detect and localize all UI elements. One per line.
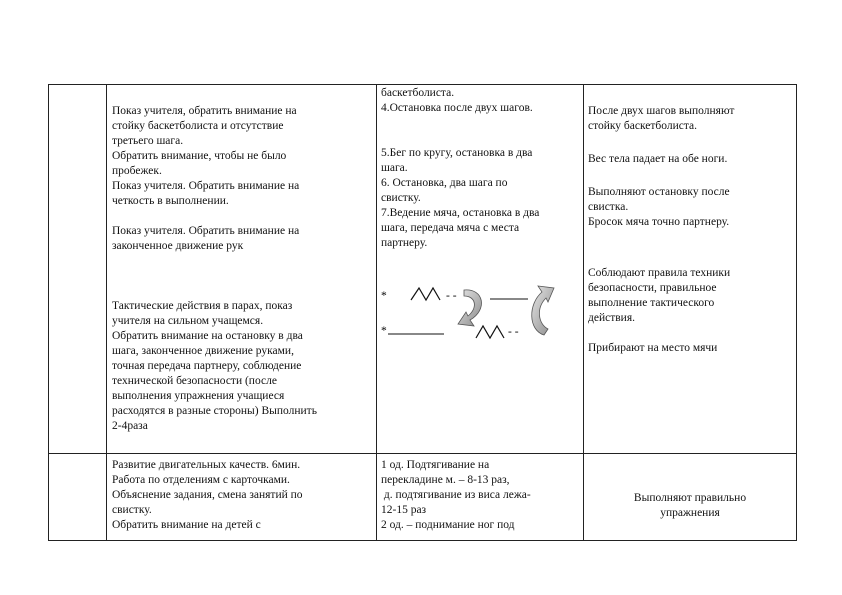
row2-exercise-content <box>381 458 581 533</box>
text-line: После двух шагов выполняют <box>588 105 735 117</box>
text-line: Объяснение задания, смена занятий по <box>112 489 303 501</box>
column-divider-4 <box>583 84 584 541</box>
text-line: Обратить внимание на остановку в два <box>112 330 303 342</box>
text-line: учителя на сильном учащемся. <box>112 315 264 327</box>
diagram-star-b: * <box>381 325 387 337</box>
text-line: четкость в выполнении. <box>112 195 229 207</box>
zigzag-path-b <box>476 326 504 338</box>
text-line: свистку. <box>112 504 152 516</box>
text-line: Выполняют остановку после <box>588 186 730 198</box>
text-line: Показ учителя. Обратить внимание на <box>112 180 300 192</box>
text-line: Обратить внимание, чтобы не было <box>112 150 287 162</box>
table-top-border <box>48 84 796 85</box>
text-line: Обратить внимание на детей с <box>112 519 261 531</box>
text-line: точная передача партнеру, соблюдение <box>112 360 302 372</box>
column-divider-5 <box>796 84 797 541</box>
row2-teacher-notes <box>112 458 372 533</box>
text-line: Развитие двигательных качеств. 6мин. <box>112 459 301 471</box>
text-line: 2-4раза <box>112 420 148 432</box>
text-line: расходятся в разные стороны) Выполнить <box>112 405 317 417</box>
text-line: партнеру. <box>381 237 428 249</box>
text-line: Выполняют правильно <box>633 492 747 504</box>
text-line: д. подтягивание из виса лежа- <box>381 489 531 501</box>
row1-exercise-content <box>381 86 581 251</box>
text-line: стойку баскетболиста и отсутствие <box>112 120 284 132</box>
text-line: действия. <box>588 312 635 324</box>
text-line: шага. <box>381 162 408 174</box>
text-line: законченное движение рук <box>112 240 244 252</box>
text-line: Работа по отделениям с карточками. <box>112 474 290 486</box>
column-divider-3 <box>376 84 377 541</box>
text-line: 12-15 раз <box>381 504 427 516</box>
column-divider-2 <box>106 84 107 541</box>
row1-teacher-notes <box>112 104 372 434</box>
text-line: свистка. <box>588 201 629 213</box>
text-line: 7.Ведение мяча, остановка в два <box>381 207 540 219</box>
text-line: технической безопасности (после <box>112 375 277 387</box>
text-line: 2 од. – поднимание ног под <box>381 519 515 531</box>
text-line: 5.Бег по кругу, остановка в два <box>381 147 533 159</box>
text-line: перекладине м. – 8-13 раз, <box>381 474 510 486</box>
diagram-dash-b: - - <box>508 326 519 338</box>
row-divider <box>48 453 796 454</box>
text-line: 4.Остановка после двух шагов. <box>381 102 533 114</box>
text-line: стойку баскетболиста. <box>588 120 698 132</box>
curved-arrow-left-icon <box>458 290 481 326</box>
row1-student-actions <box>588 104 793 356</box>
diagram-star-a: * <box>381 290 387 302</box>
text-line: упражнения <box>660 507 720 519</box>
text-line: Прибирают на место мячи <box>588 342 718 354</box>
text-line: баскетболиста. <box>381 87 455 99</box>
text-line: третьего шага. <box>112 135 184 147</box>
text-line: безопасности, правильное <box>588 282 717 294</box>
text-line: выполнение тактического <box>588 297 715 309</box>
text-line: 6. Остановка, два шага по <box>381 177 508 189</box>
text-line: Бросок мяча точно партнеру. <box>588 216 730 228</box>
movement-scheme-icon <box>378 280 578 346</box>
text-line: 1 од. Подтягивание на <box>381 459 490 471</box>
text-line: Тактические действия в парах, показ <box>112 300 293 312</box>
text-line: Вес тела падает на обе ноги. <box>588 153 728 165</box>
text-line: выполнения упражнения учащиеся <box>112 390 285 402</box>
column-divider-1 <box>48 84 49 541</box>
row2-student-actions <box>584 491 796 521</box>
curved-arrow-right-icon <box>532 286 554 335</box>
text-line: Показ учителя. Обратить внимание на <box>112 225 300 237</box>
text-line: Соблюдают правила техники <box>588 267 731 279</box>
zigzag-path-a <box>411 288 440 300</box>
text-line: Показ учителя, обратить внимание на <box>112 105 297 117</box>
text-line: шага, законченное движение руками, <box>112 345 294 357</box>
diagram-dash-a: - - <box>446 290 457 302</box>
text-line: пробежек. <box>112 165 162 177</box>
text-line: свистку. <box>381 192 421 204</box>
table-bottom-border <box>48 540 796 541</box>
text-line: шага, передача мяча с места <box>381 222 520 234</box>
movement-diagram <box>378 280 578 346</box>
